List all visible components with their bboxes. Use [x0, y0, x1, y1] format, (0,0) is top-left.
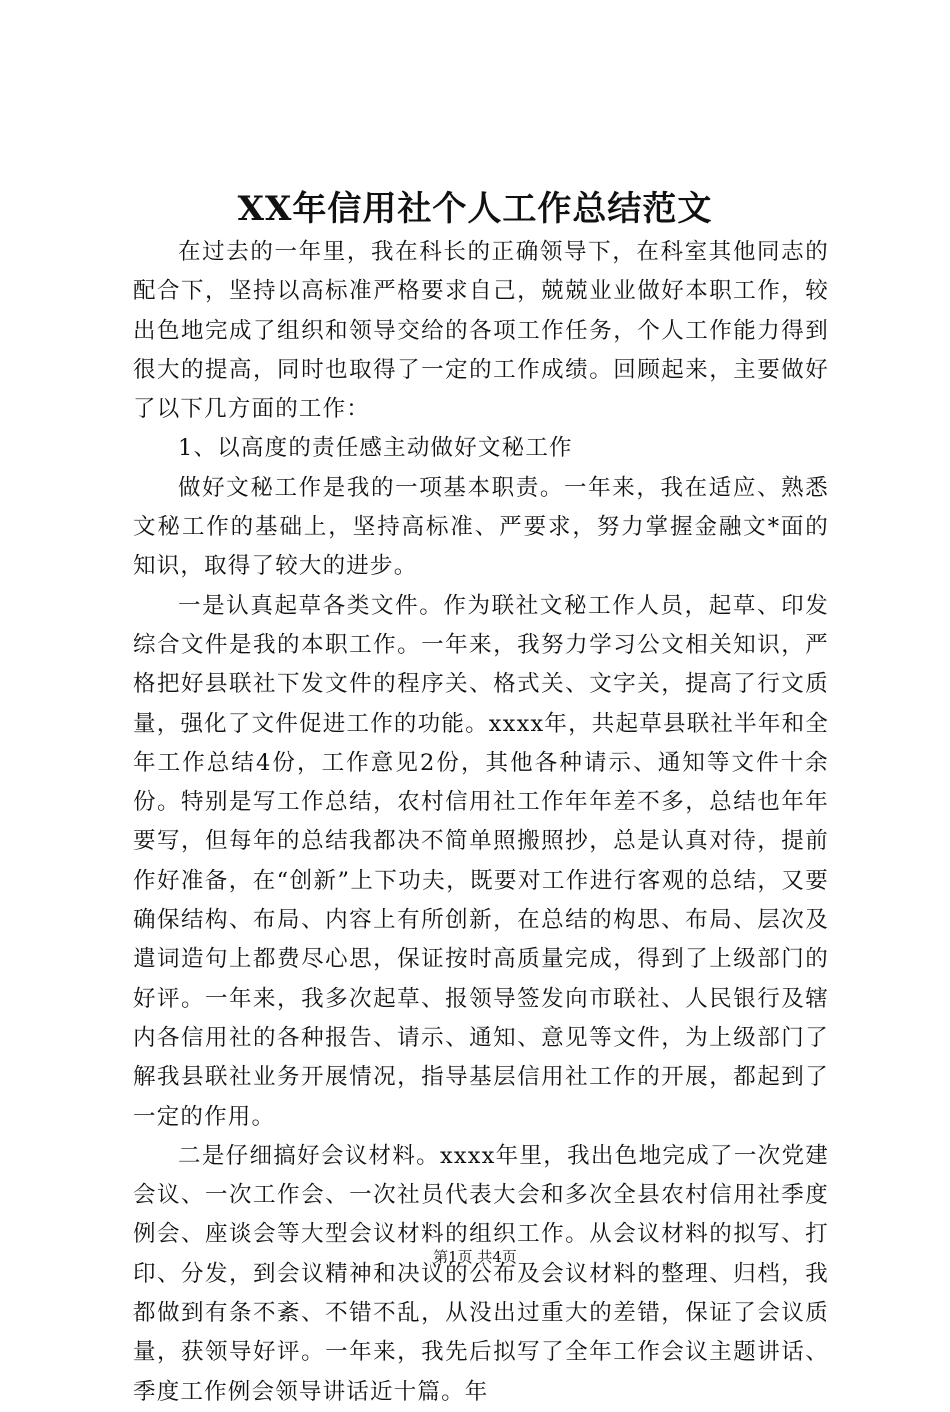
paragraph-meeting-materials: 二是仔细搞好会议材料。xxxx年里，我出色地完成了一次党建会议、一次工作会、一次社员代表大会和多次全县农村信用社季度例会、座谈会等大型会议材料的组织工作。从会议材料的拟写、打印、分发，到会议精神和决议的公布及会议材料的整理、归档，我都做到有条不紊、不错不乱，从没出过重大的差错，保证了会议质量，获领导好评。一年来，我先后拟写了全年工作会议主题讲话、季度工作例会领导讲话近十篇。年: [133, 1142, 829, 1405]
document-title: XX年信用社个人工作总结范文: [237, 189, 713, 229]
paragraph-section-heading: 1、以高度的责任感主动做好文秘工作: [178, 435, 573, 462]
document-body: [133, 233, 829, 1412]
paragraph-duty: 做好文秘工作是我的一项基本职责。一年来，我在适应、熟悉文秘工作的基础上，坚持高标准、严要求，努力掌握金融文*面的知识，取得了较大的进步。: [133, 474, 829, 580]
page-number-footer: 第1页 共4页: [433, 1248, 517, 1266]
paragraph-drafting: 一是认真起草各类文件。作为联社文秘工作人员，起草、印发综合文件是我的本职工作。一年来，我努力学习公文相关知识，严格把好县联社下发文件的程序关、格式关、文字关，提高了行文质量，强化了文件促进工作的功能。xxxx年，共起草县联社半年和全年工作总结4份，工作意见2份，其他各种请示、通知等文件十余份。特别是写工作总结，农村信用社工作年年差不多，总结也年年要写，但每年的总结我都决不简单照搬照抄，总是认真对待，提前作好准备，在“创新”上下功夫，既要对工作进行客观的总结，又要确保结构、布局、内容上有所创新，在总结的构思、布局、层次及遣词造句上都费尽心思，保证按时高质量完成，得到了上级部门的好评。一年来，我多次起草、报领导签发向市联社、人民银行及辖内各信用社的各种报告、请示、通知、意见等文件，为上级部门了解我县联社业务开展情况，指导基层信用社工作的开展，都起到了一定的作用。: [133, 592, 829, 1130]
paragraph-intro: 在过去的一年里，我在科长的正确领导下，在科室其他同志的配合下，坚持以高标准严格要求自己，兢兢业业做好本职工作，较出色地完成了组织和领导交给的各项工作任务，个人工作能力得到很大的提高，同时也取得了一定的工作成绩。回顾起来，主要做好了以下几方面的工作：: [133, 239, 829, 423]
